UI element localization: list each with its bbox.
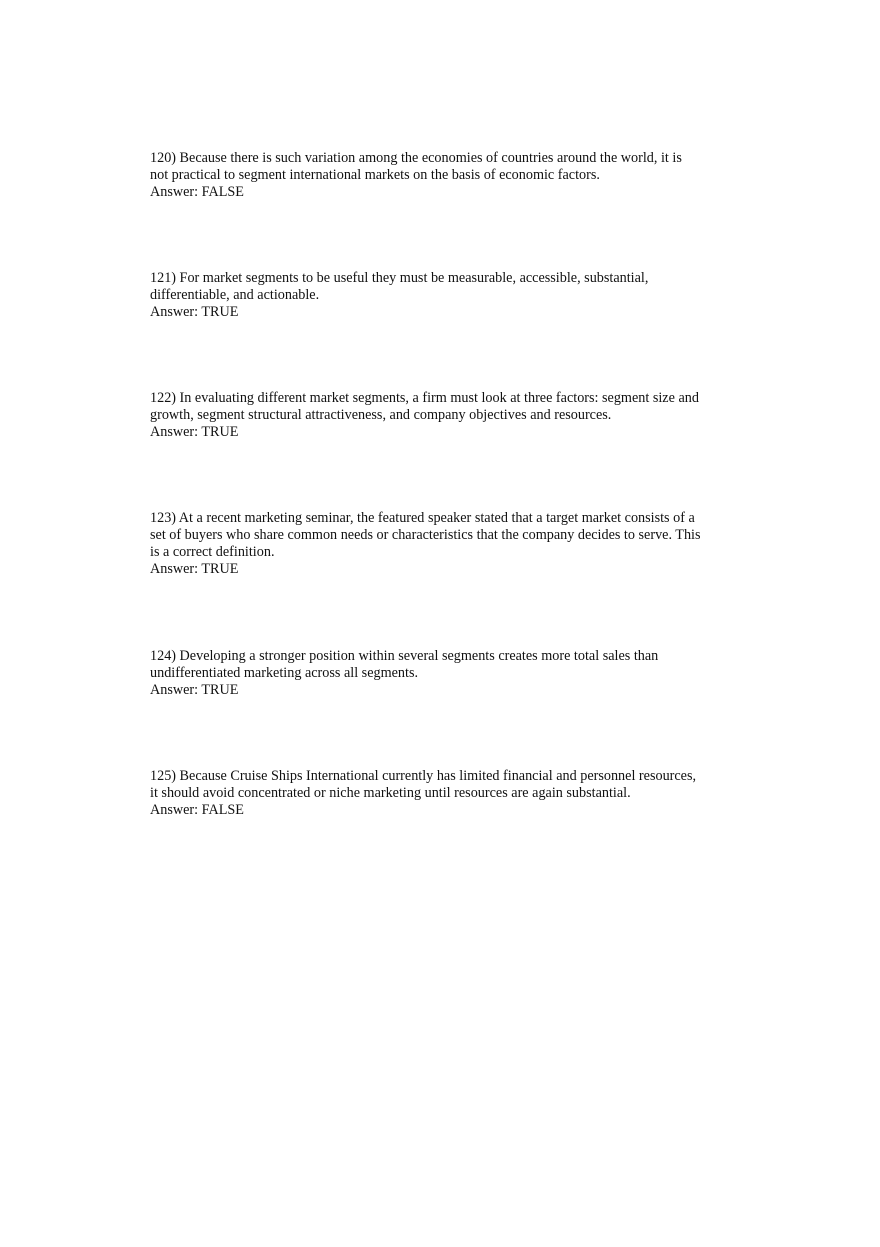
question-text-line: set of buyers who share common needs or characteristics that the company decides to serve. This [150, 527, 701, 543]
question-text-line: undifferentiated marketing across all segments. [150, 665, 419, 681]
question-120 [150, 150, 740, 201]
answer-label: Answer: TRUE [150, 304, 239, 320]
question-121 [150, 270, 740, 321]
answer-label: Answer: TRUE [150, 561, 239, 577]
answer-label: Answer: TRUE [150, 424, 239, 440]
question-text-line: differentiable, and actionable. [150, 287, 320, 303]
question-text-line: not practical to segment international markets on the basis of economic factors. [150, 167, 600, 183]
question-text-line: 124) Developing a stronger position within several segments creates more total sales than [150, 648, 659, 664]
question-125 [150, 768, 740, 819]
question-text-line: 123) At a recent marketing seminar, the featured speaker stated that a target market consists of a [150, 510, 695, 526]
question-text-line: it should avoid concentrated or niche marketing until resources are again substantial. [150, 785, 631, 801]
question-122 [150, 390, 740, 441]
question-text-line: 122) In evaluating different market segments, a firm must look at three factors: segment size and [150, 390, 699, 406]
question-123 [150, 510, 740, 578]
question-text-line: 121) For market segments to be useful they must be measurable, accessible, substantial, [150, 270, 649, 286]
question-text-line: growth, segment structural attractiveness, and company objectives and resources. [150, 407, 612, 423]
answer-label: Answer: TRUE [150, 682, 239, 698]
question-text-line: is a correct definition. [150, 544, 275, 560]
answer-label: Answer: FALSE [150, 184, 244, 200]
question-text-line: 125) Because Cruise Ships International currently has limited financial and personnel resources, [150, 768, 697, 784]
question-124 [150, 648, 740, 699]
answer-label: Answer: FALSE [150, 802, 244, 818]
question-text-line: 120) Because there is such variation among the economies of countries around the world, it is [150, 150, 682, 166]
